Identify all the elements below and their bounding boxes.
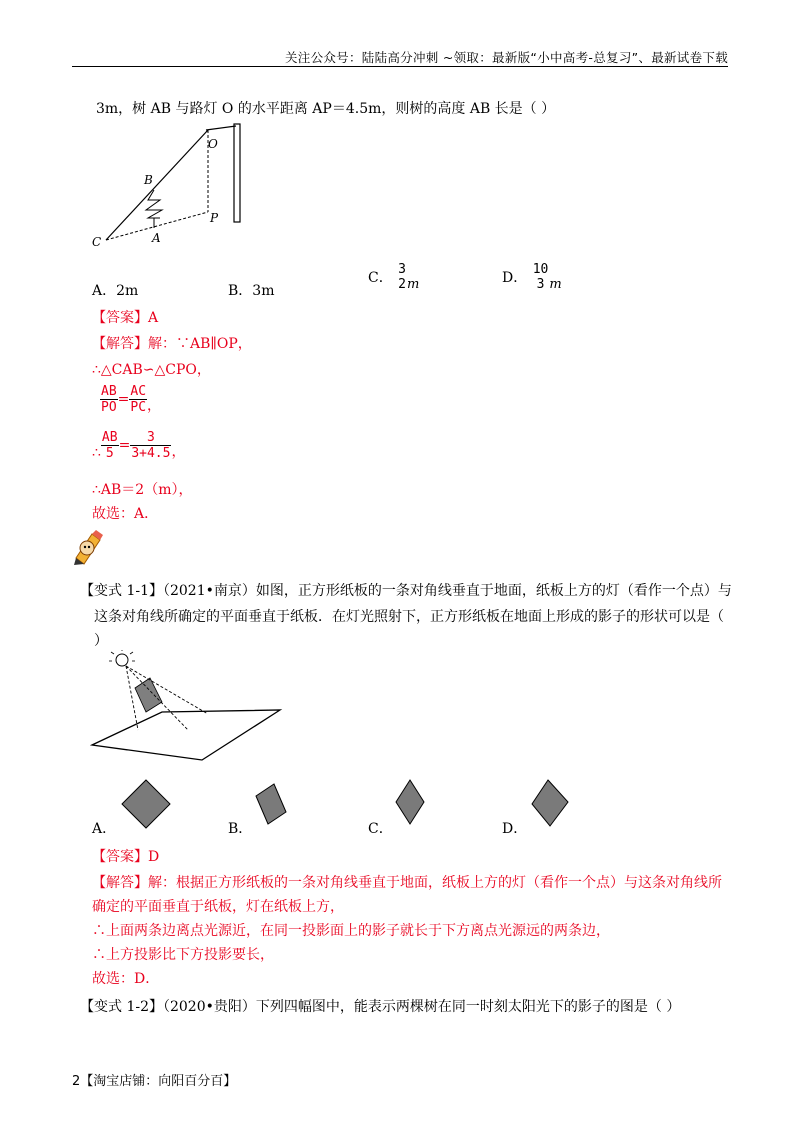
shape-option-c [392,778,432,834]
variant-1-1-title: 【变式 1-1】（2021•南京）如图，正方形纸板的一条对角线垂直于地面，纸板上方的灯（看作一个点）与 [80,583,732,599]
solution-fraction-1: $\frac{AB}{PO}$ = $\frac{AC}{PC}$ ， [101,384,162,415]
solution-line-1: 【解答】解：∵AB∥OP， [92,336,252,352]
header-rule [72,66,728,67]
option-c-label: C． [368,270,393,286]
solution-line-2: ∴△CAB∽△CPO， [92,362,211,378]
variant-1-1-title-2: 这条对角线所确定的平面垂直于纸板．在灯光照射下，正方形纸板在地面上形成的影子的形状可以是（ [94,609,724,625]
question-stem: 3m，树 AB 与路灯 O 的水平距离 AP＝4.5m，则树的高度 AB 长是（ ） [96,101,556,117]
variant-1-1-solution-1: 【解答】解：根据正方形纸板的一条对角线垂直于地面，纸板上方的灯（看作一个点）与这条对角线所 [92,875,722,891]
page-footer [72,1070,236,1089]
option-d: D． 10 3 m [502,262,562,292]
shape-label-b: B． [228,821,253,837]
label-b: B [144,173,153,187]
shape-option-a [118,778,178,834]
option-b: B．3m [228,283,275,299]
page-header: 关注公众号：陆陆高分冲刺 ~领取：最新版“小中高考-总复习”、最新试卷下载 [284,50,728,65]
square-board [135,678,162,712]
variant-1-1-solution-2: 确定的平面垂直于纸板，灯在纸板上方， [92,899,344,915]
page-number: 2 [72,1074,81,1089]
label-c: C [92,235,102,249]
solution-line-5: ∴AB＝2（m）， [92,482,193,498]
option-a: A．2m [92,283,139,299]
label-a: A [152,231,161,245]
variant-1-1-solution-4: ∴上方投影比下方投影要长， [92,947,274,963]
shape-label-c: C． [368,821,393,837]
option-d-fraction: 10 3 [532,262,549,292]
option-c-fraction: 3 2 [398,262,406,292]
variant-1-1-solution-5: 故选：D． [92,971,160,987]
pencil-mascot-icon [70,528,104,566]
shape-option-b [252,778,292,834]
square-board-figure [90,650,290,765]
variant-1-1-answer: 【答案】D [92,849,160,865]
option-d-label: D． [502,270,528,286]
shape-label-a: A． [92,821,117,837]
light-bulb-icon [116,654,128,666]
solution-fraction-2: ∴ $\frac{AB}{5}$ = $\frac{3}{3+4.5}$ ， [92,430,186,461]
answer: 【答案】A [92,310,159,326]
label-o: O [208,137,218,151]
light-ray-co [106,130,208,240]
label-p: P [210,211,219,225]
ground-plane [92,710,280,760]
variant-1-1-solution-3: ∴上面两条边离点光源近，在同一投影面上的影子就长于下方离点光源远的两条边， [92,923,610,939]
variant-1-2-title: 【变式 1-2】（2020•贵阳）下列四幅图中，能表示两棵树在同一时刻太阳光下的影子的图是（ ） [80,999,681,1015]
lamp-arm [206,126,236,130]
option-c: C． 3 2 m [368,262,420,292]
lamp-tree-figure [88,118,258,253]
shape-label-d: D． [502,821,528,837]
shape-option-d [528,778,574,834]
lamp-pole [234,124,240,222]
footer-shop: 【淘宝店铺：向阳百分百】 [80,1074,237,1089]
variant-1-1-title-3: ） [94,633,108,649]
solution-line-6: 故选：A． [92,506,159,522]
